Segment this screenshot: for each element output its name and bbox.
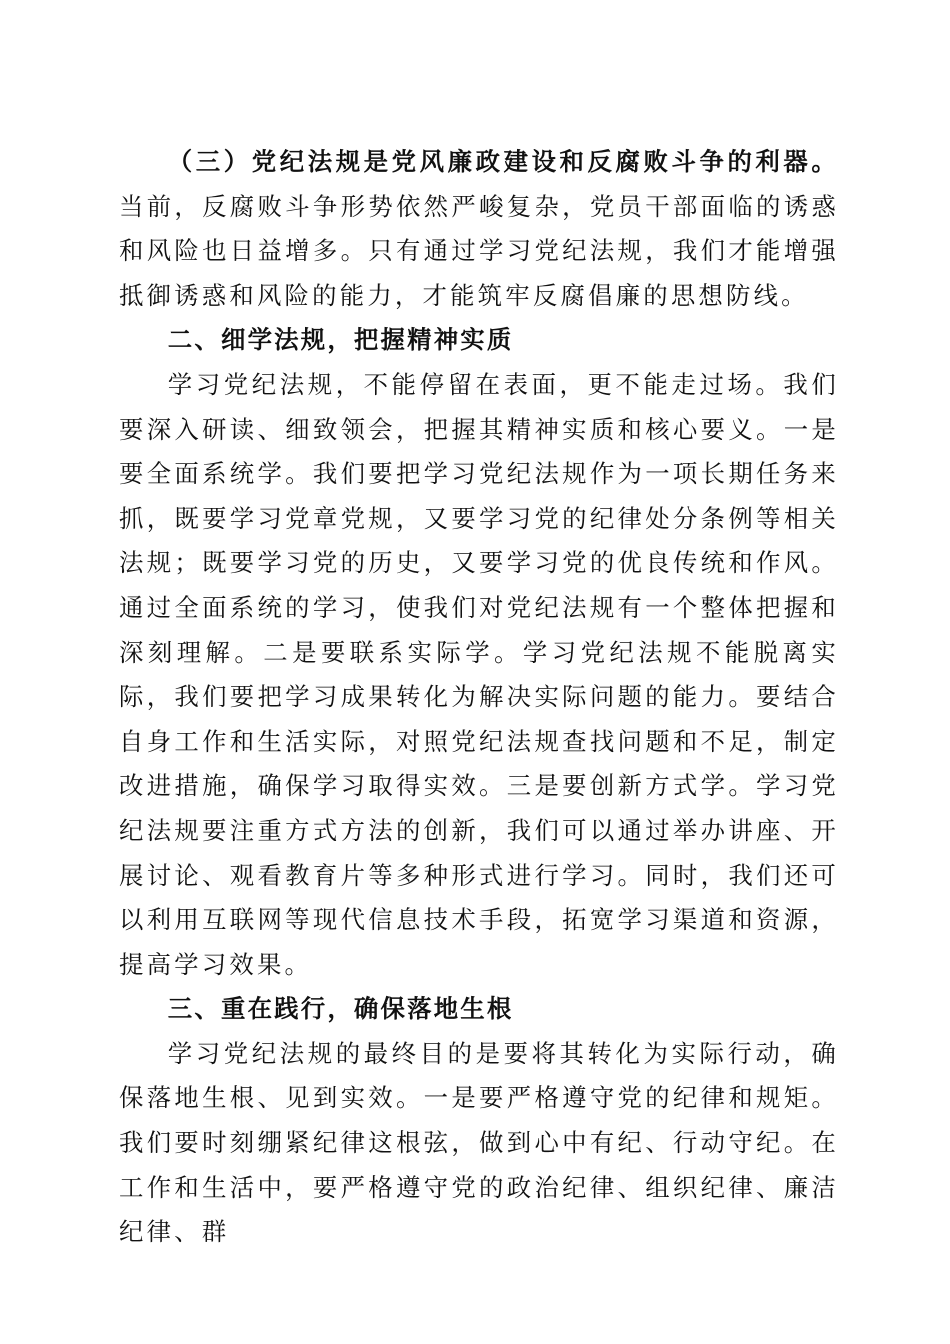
paragraph-text: 学习党纪法规的最终目的是要将其转化为实际行动，确保落地生根、见到实效。一是要严格遵守党的纪律和规矩。我们要时刻绷紧纪律这根弦，做到心中有纪、行动守纪。在工作和生活中，要严格遵守党的政治纪律、组织纪律、廉洁纪律、群 <box>119 1038 839 1247</box>
paragraph-study-details <box>119 363 839 987</box>
paragraph-text: 当前，反腐败斗争形势依然严峻复杂，党员干部面临的诱惑和风险也日益增多。只有通过学习党纪法规，我们才能增强抵御诱惑和风险的能力，才能筑牢反腐倡廉的思想防线。 <box>119 191 839 310</box>
section-heading-practice: 三、重在践行，确保落地生根 <box>167 994 514 1024</box>
document-body <box>119 140 839 1255</box>
paragraph-lead: （三）党纪法规是党风廉政建设和反腐败斗争的利器。 <box>167 147 839 176</box>
section-heading-study-regulations: 二、细学法规，把握精神实质 <box>167 325 514 355</box>
paragraph-party-discipline-tool <box>119 140 839 318</box>
paragraph-practice-details <box>119 1032 839 1255</box>
paragraph-text: 学习党纪法规，不能停留在表面，更不能走过场。我们要深入研读、细致领会，把握其精神实质和核心要义。一是要全面系统学。我们要把学习党纪法规作为一项长期任务来抓，既要学习党章党规，又要学习党的纪律处分条例等相关法规；既要学习党的历史，又要学习党的优良传统和作风。通过全面系统的学习，使我们对党纪法规有一个整体把握和深刻理解。二是要联系实际学。学习党纪法规不能脱离实际，我们要把学习成果转化为解决实际问题的能力。要结合自身工作和生活实际，对照党纪法规查找问题和不足，制定改进措施，确保学习取得实效。三是要创新方式学。学习党纪法规要注重方式方法的创新，我们可以通过举办讲座、开展讨论、观看教育片等多种形式进行学习。同时，我们还可以利用互联网等现代信息技术手段，拓宽学习渠道和资源，提高学习效果。 <box>119 369 839 979</box>
